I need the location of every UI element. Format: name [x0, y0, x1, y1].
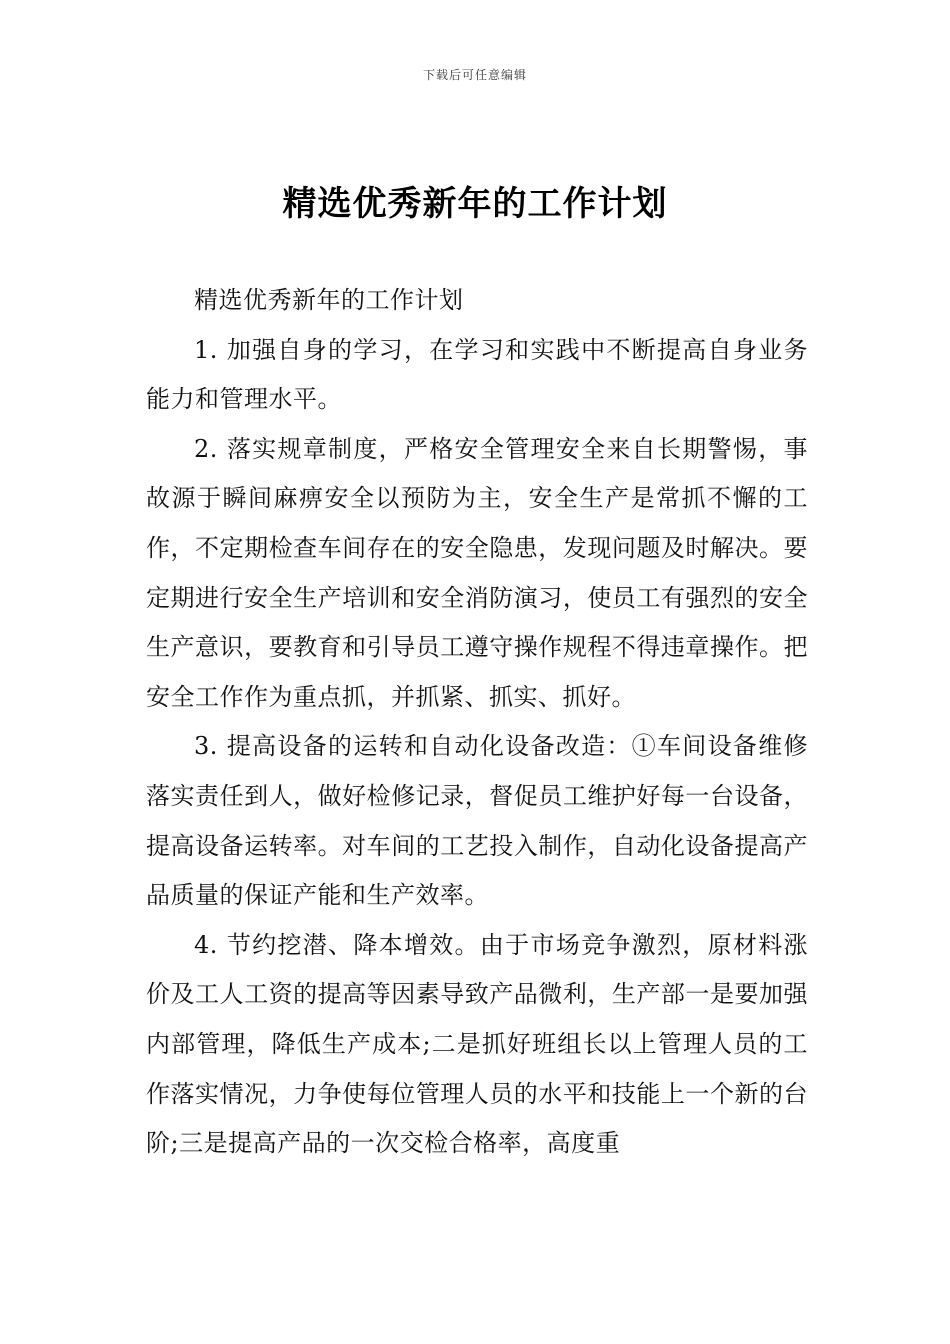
paragraph-item-4: 4. 节约挖潜、降本增效。由于市场竞争激烈，原材料涨价及工人工资的提高等因素导致产品微利，生产部一是要加强内部管理，降低生产成本;二是抓好班组长以上管理人员的工作落实情况，力争使每位管理人员的水平和技能上一个新的台阶;三是提高产品的一次交检合格率，高度重	[146, 930, 808, 1158]
header-note: 下载后可任意编辑	[422, 68, 527, 82]
paragraph-item-1: 1. 加强自身的学习，在学习和实践中不断提高自身业务能力和管理水平。	[146, 335, 808, 414]
document-title: 精选优秀新年的工作计划	[282, 184, 668, 224]
paragraph-item-3: 3. 提高设备的运转和自动化设备改造：①车间设备维修落实责任到人，做好检修记录，督促员工维护好每一台设备，提高设备运转率。对车间的工艺投入制作，自动化设备提高产品质量的保证产能和生产效率。	[146, 732, 808, 910]
paragraph-item-2: 2. 落实规章制度，严格安全管理安全来自长期警惕，事故源于瞬间麻痹安全以预防为主，安全生产是常抓不懈的工作，不定期检查车间存在的安全隐患，发现问题及时解决。要定期进行安全生产培训和安全消防演习，使员工有强烈的安全生产意识，要教育和引导员工遵守操作规程不得违章操作。把安全工作作为重点抓，并抓紧、抓实、抓好。	[146, 434, 808, 711]
paragraph-intro: 精选优秀新年的工作计划	[194, 286, 464, 314]
document-body	[146, 276, 808, 1169]
